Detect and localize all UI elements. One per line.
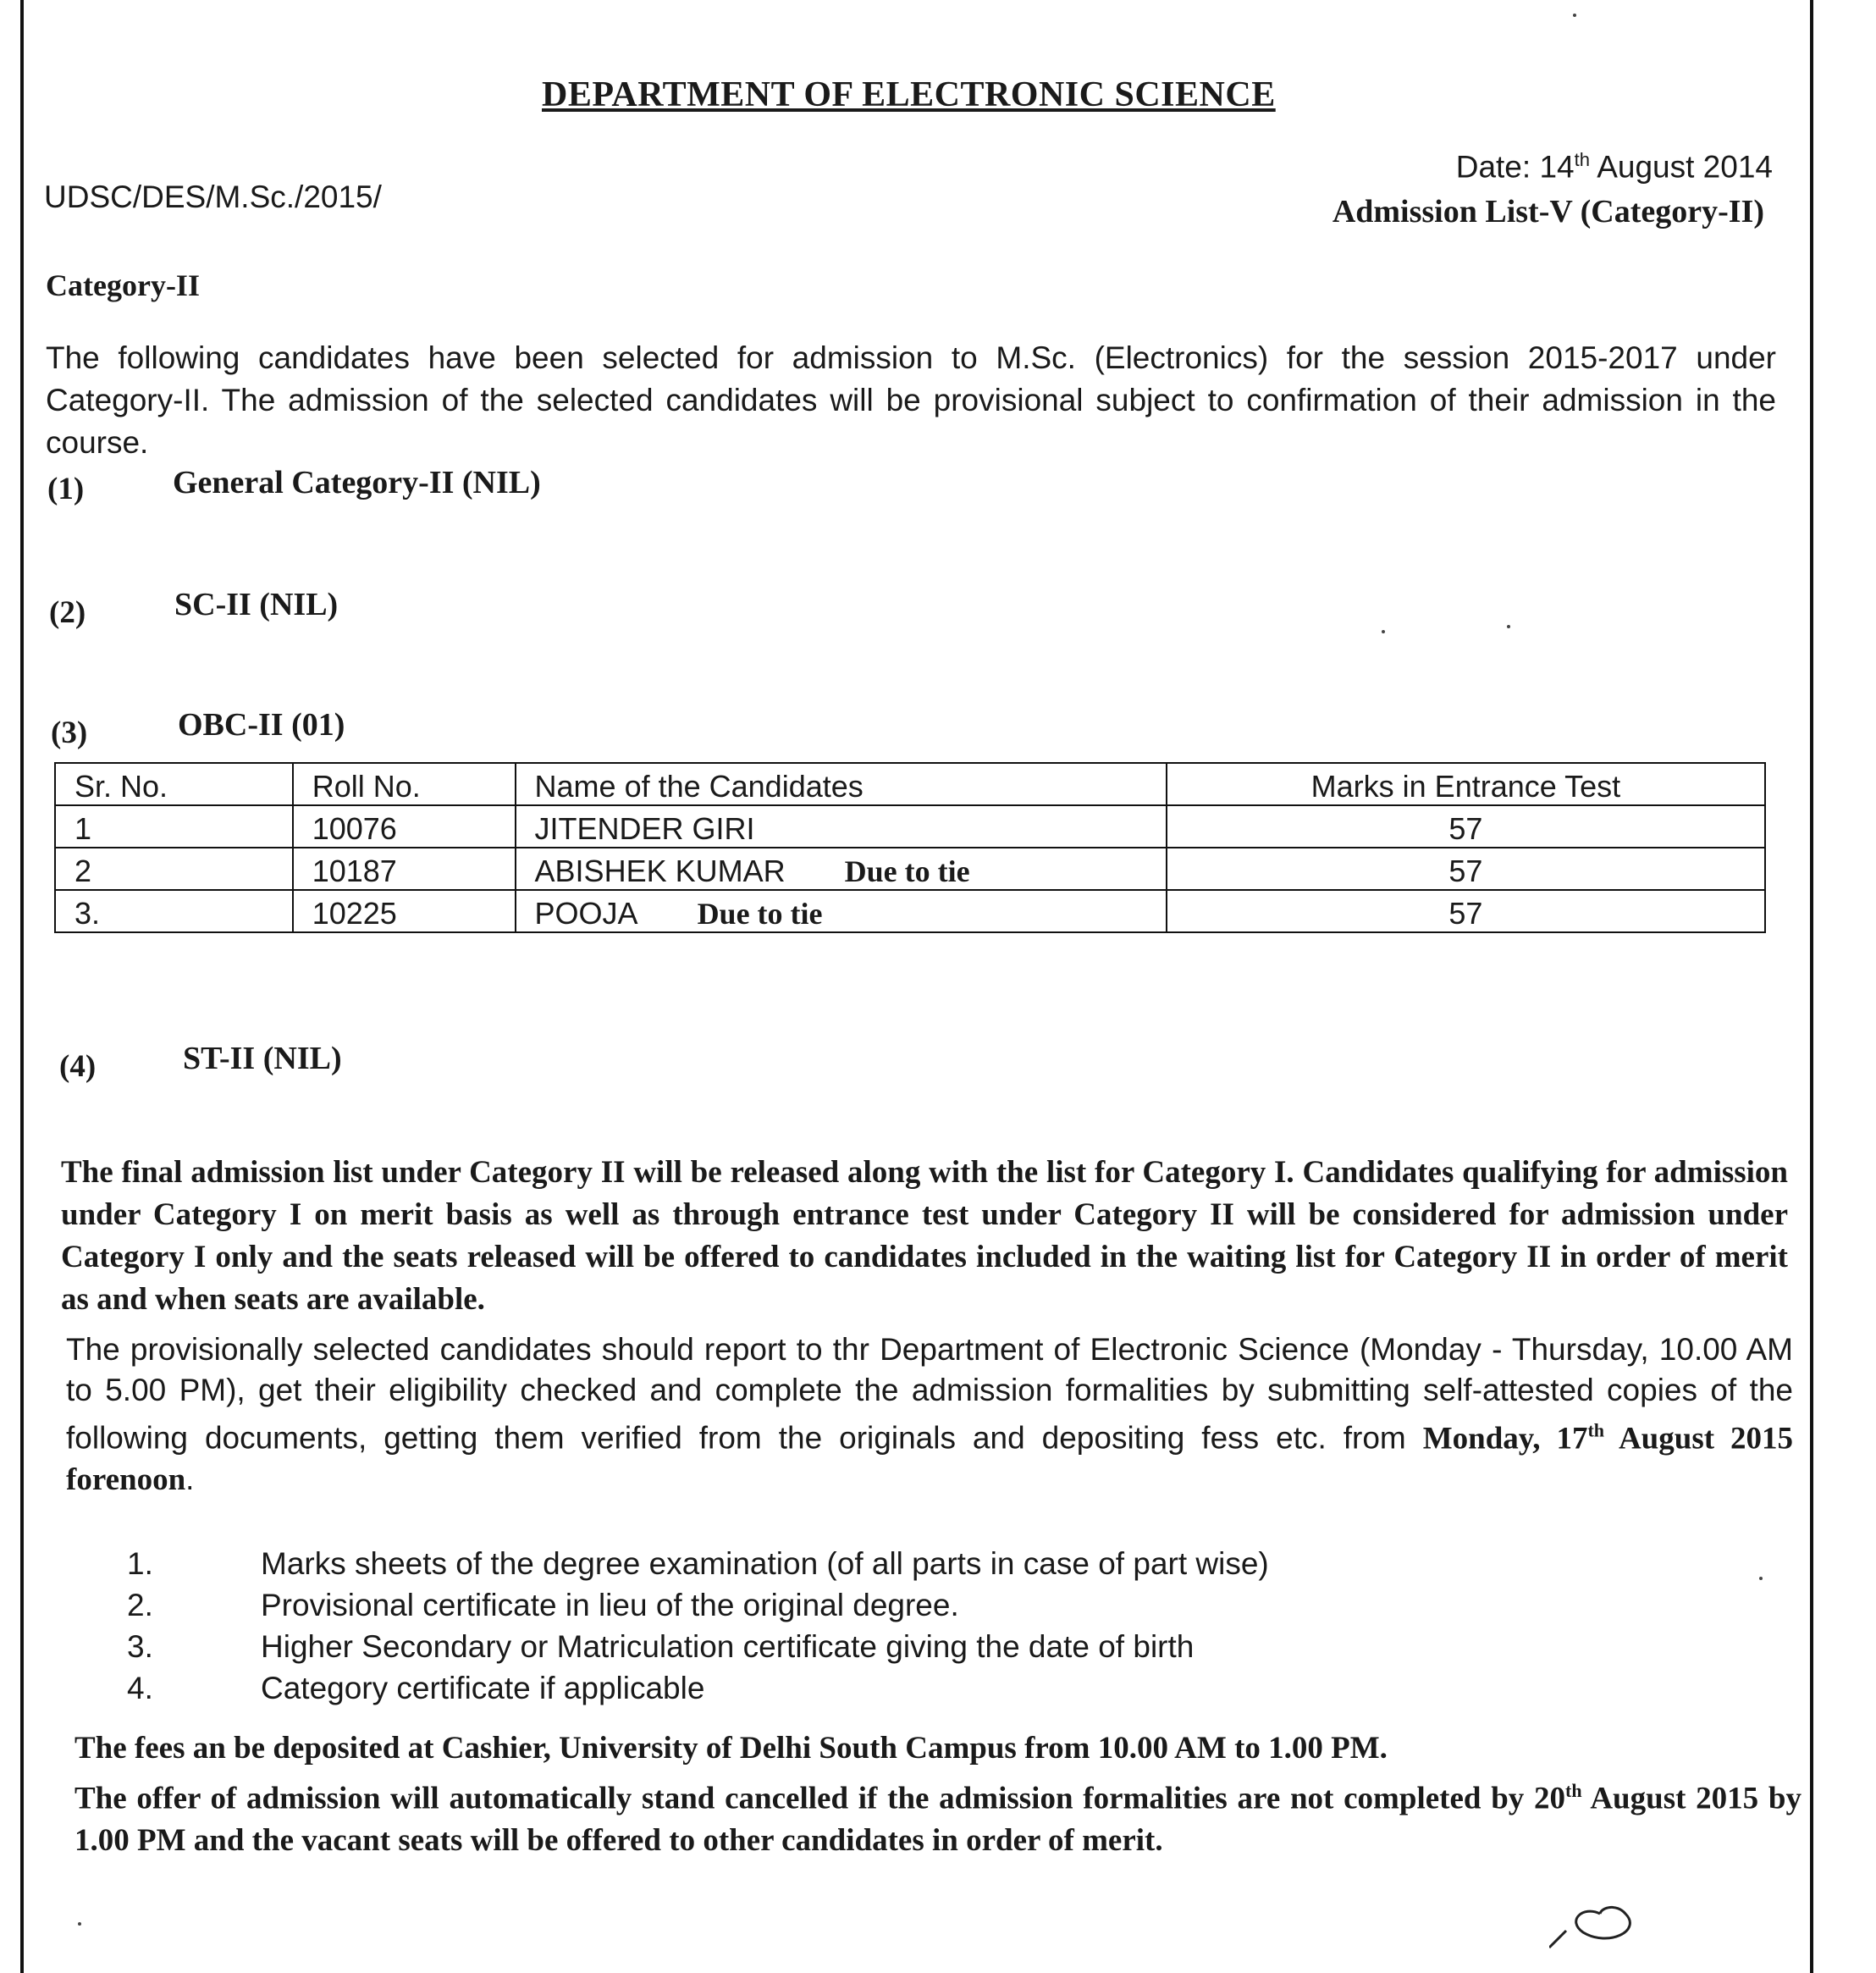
fees-and-cancellation: The fees an be deposited at Cashier, University of Delhi South Campus from 10.00 AM to 1.00 PM. The offer of admission will automatically stand cancelled if the admission formalities are not completed by 20th August 2015 by 1.00 PM and the vacant seats will be offered to other candidates in order of merit.	[74, 1731, 1802, 1859]
candidate-name: JITENDER GIRI	[516, 805, 1167, 848]
list-item: 3. Higher Secondary or Matriculation certificate giving the date of birth	[127, 1629, 1195, 1664]
section-label: SC-II (NIL)	[174, 587, 339, 622]
scan-speck	[1507, 625, 1510, 628]
candidate-name: POOJA Due to tie	[516, 890, 1167, 932]
section-label: General Category-II (NIL)	[173, 465, 541, 500]
entrance-marks: 57	[1167, 890, 1765, 932]
candidates-table	[54, 762, 1766, 933]
list-item: 2. Provisional certificate in lieu of the original degree.	[127, 1588, 959, 1622]
column-header: Marks in Entrance Test	[1167, 763, 1765, 805]
required-documents-list	[127, 1543, 1269, 1709]
serial-number: 1	[55, 805, 293, 848]
scan-speck	[1573, 14, 1576, 17]
intro-paragraph: The following candidates have been selected for admission to M.Sc. (Electronics) for the session 2015-2017 under Category-II. The admission of the selected candidates will be provisional subject to confirmation of their admission in the course.	[46, 340, 1776, 460]
column-header: Sr. No.	[55, 763, 293, 805]
category-heading: Category-II	[46, 268, 200, 302]
reference-number: UDSC/DES/M.Sc./2015/	[44, 180, 382, 214]
signature-mark	[1549, 1897, 1668, 1951]
candidate-name: ABISHEK KUMAR Due to tie	[516, 848, 1167, 890]
entrance-marks: 57	[1167, 848, 1765, 890]
roll-number: 10076	[293, 805, 516, 848]
notice-date: Date: 14th August 2014	[1455, 149, 1773, 185]
table-header-row	[55, 763, 1765, 805]
tie-note: Due to tie	[844, 854, 970, 888]
section-number: (2)	[49, 595, 86, 630]
scan-speck	[1382, 630, 1385, 633]
section-number: (1)	[47, 472, 85, 506]
list-item: 1. Marks sheets of the degree examination (of all parts in case of part wise)	[127, 1546, 1269, 1581]
list-item: 4. Category certificate if applicable	[127, 1671, 705, 1705]
serial-number: 3.	[55, 890, 293, 932]
scan-speck	[78, 1922, 81, 1926]
scan-speck	[1759, 1577, 1763, 1580]
column-header: Name of the Candidates	[516, 763, 1167, 805]
section-number: (3)	[51, 716, 88, 750]
table-row	[55, 805, 1765, 848]
section-label: OBC-II (01)	[178, 707, 345, 743]
department-title: DEPARTMENT OF ELECTRONIC SCIENCE	[542, 75, 1276, 114]
serial-number: 2	[55, 848, 293, 890]
reporting-instructions: The provisionally selected candidates should report to thr Department of Electronic Science (Monday - Thursday, 10.00 AM to 5.00 PM), get their eligibility checked and complete the admission formalities by submitting self-attested copies of the following documents, getting them verified from the originals and depositing fess etc. from Monday, 17th August 2015 forenoon.	[66, 1332, 1793, 1498]
table-row	[55, 848, 1765, 890]
section-number: (4)	[59, 1049, 97, 1084]
admission-list-name: Admission List-V (Category-II)	[1332, 194, 1764, 229]
roll-number: 10225	[293, 890, 516, 932]
column-header: Roll No.	[293, 763, 516, 805]
section-label: ST-II (NIL)	[183, 1041, 342, 1076]
table-row	[55, 890, 1765, 932]
final-list-paragraph: The final admission list under Category II will be released along with the list for Category I. Candidates qualifying for admission under Category I on merit basis as well as through entrance test under Category II will be considered for admission under Category I only and the seats released will be offered to candidates included in the waiting list for Category II in order of merit as and when seats are available.	[61, 1155, 1788, 1317]
roll-number: 10187	[293, 848, 516, 890]
tie-note: Due to tie	[697, 897, 823, 931]
entrance-marks: 57	[1167, 805, 1765, 848]
